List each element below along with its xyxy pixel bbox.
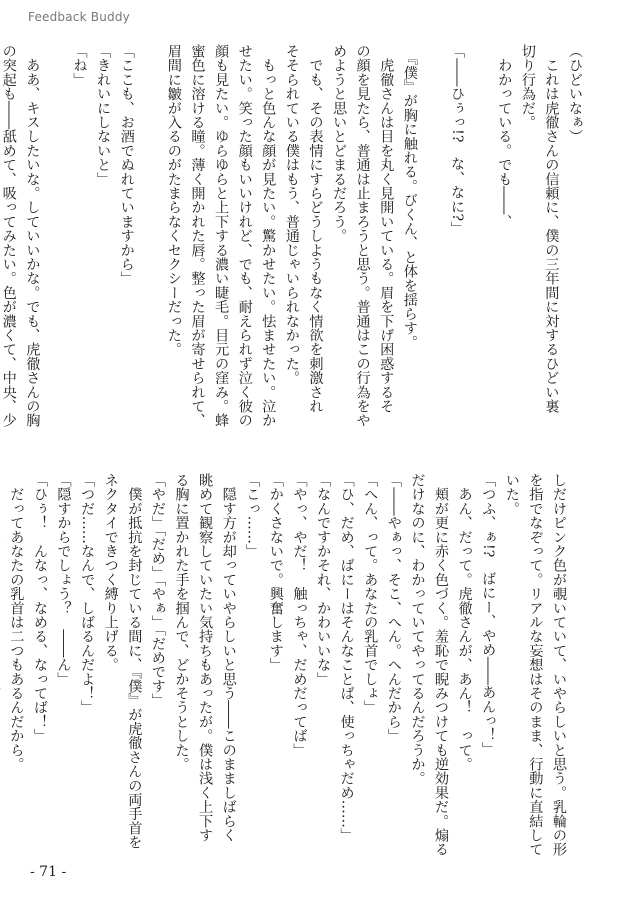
text-line: 「ここも、お酒でぬれていますから」 <box>118 44 135 286</box>
text-line: 「隠すからでしょう？ ――ん」 <box>55 473 72 686</box>
running-header: Feedback Buddy <box>28 10 130 24</box>
text-line <box>43 44 67 464</box>
text-line: 「――ひぅっ!? な、なに?」 <box>449 44 466 236</box>
text-line: 僕が抵抗を封じている間に、『僕』が虎徹さんの両手首を <box>126 473 143 850</box>
text-line: だけなのに、わかっていてやってるんだろうか。 <box>409 473 426 786</box>
text-line: 「やだ」「だめ」「やぁ」「だめです」 <box>149 473 166 708</box>
text-line: 「やっ、やだ！ 触っちゃ、だめだってば」 <box>291 473 308 757</box>
text-line: でも、その表情にすらどうしようもなく情欲を刺激され <box>307 44 324 414</box>
text-line: もっと色んな顔が見たい。驚かせたい。怯ませたい。泣か <box>260 44 277 428</box>
text-line: せたい。笑った顔もいいけれど、でも、耐えられず泣く彼の <box>236 44 253 428</box>
text-line: 隠す方が却っていやらしいと思う――このまましばらく <box>220 473 237 843</box>
text-line: の顔を見たら、普通は止まろうと思う。普通はこの行為をや <box>354 44 371 428</box>
text-line: ああ、キスしたいな。していいかな。でも、虎徹さんの胸 <box>24 44 41 428</box>
text-line <box>421 44 445 464</box>
text-line <box>0 473 4 873</box>
text-line: 「つだ……なんで、しばるんだよ！」 <box>79 473 96 715</box>
text-line: 眉間に皺が入るのがたまらなくセクシーだった。 <box>165 44 182 357</box>
text-line <box>468 44 492 464</box>
text-line: 「ね」 <box>71 44 88 87</box>
text-line: 眺めて観察していたい気持ちもあったが。僕は浅く上下す <box>197 473 214 843</box>
text-line: （ひどいなぁ） <box>567 44 583 144</box>
text-line: を指でなぞって。リアルな妄想はそのまま、行動に直結して <box>527 473 544 857</box>
lower-text-block <box>0 473 570 873</box>
text-line: これは虎徹さんの信頼に、僕の三年間に対するひどい裏 <box>543 44 560 414</box>
text-line: そそられている僕はもう、普通じゃいられなかった。 <box>283 44 300 385</box>
text-line: 「ひ、だめ、ばにーはそんなことば、使っちゃだめ……」 <box>338 473 355 843</box>
text-line: 切り行為だ。 <box>519 44 536 130</box>
text-line: しだけピンク色が覗いていて、いやらしいと思う。乳輪の形 <box>551 473 567 857</box>
text-line: 「こっ……」 <box>244 473 261 559</box>
text-line: 「かくさないで。興奮します」 <box>267 473 284 672</box>
text-line: 蜜色に溶ける瞳。薄く開かれた唇。整った眉が寄せられて、 <box>189 44 206 428</box>
text-line: いた。 <box>503 473 520 516</box>
text-line: わかっている。でも――、 <box>496 44 513 229</box>
text-line: めようと思いとどまるだろう。 <box>331 44 348 243</box>
text-line: 「へん、って。あなたの乳首でしょ」 <box>362 473 379 715</box>
text-line: だってあなたの乳首は二つもあるんだから。 <box>8 473 25 772</box>
text-line: 虎徹さんは目を丸く見開いている。眉を下げ困惑するそ <box>378 44 395 414</box>
page-number: - 71 - <box>30 864 67 880</box>
text-line: 『僕』が胸に触れる。びくん、と体を揺らす。 <box>401 44 418 350</box>
text-line: 顔も見たい。ゆらゆらと上下する濃い睫毛。目元の窪み。蜂 <box>213 44 230 428</box>
text-line: 「つふ、ぁ!? ばにー、やめ――あんっ！」 <box>480 473 497 757</box>
text-line: 「――やぁっ、そこ、へん。へんだから」 <box>385 473 402 743</box>
text-line: ネクタイできつく縛り上げる。 <box>102 473 119 672</box>
text-line: 頬が更に赤く色づく。羞恥で睨みつけても逆効果だ。煽る <box>433 473 450 857</box>
text-line <box>138 44 162 464</box>
text-line: 「きれいにしないと」 <box>95 44 112 186</box>
upper-text-block <box>0 44 586 464</box>
text-line: る胸に置かれた手を掴んで、どかそうとした。 <box>173 473 190 772</box>
text-line: 「ひぅ！ んなっ、なめる、なってば！」 <box>31 473 48 743</box>
text-line: の突起も――舐めて、吸ってみたい。色が濃くて、中央、少 <box>0 44 17 428</box>
text-line: 「なんですかそれ、かわいいな」 <box>315 473 332 686</box>
text-line: あん、だって。虎徹さんが、あん！ って。 <box>456 473 473 772</box>
